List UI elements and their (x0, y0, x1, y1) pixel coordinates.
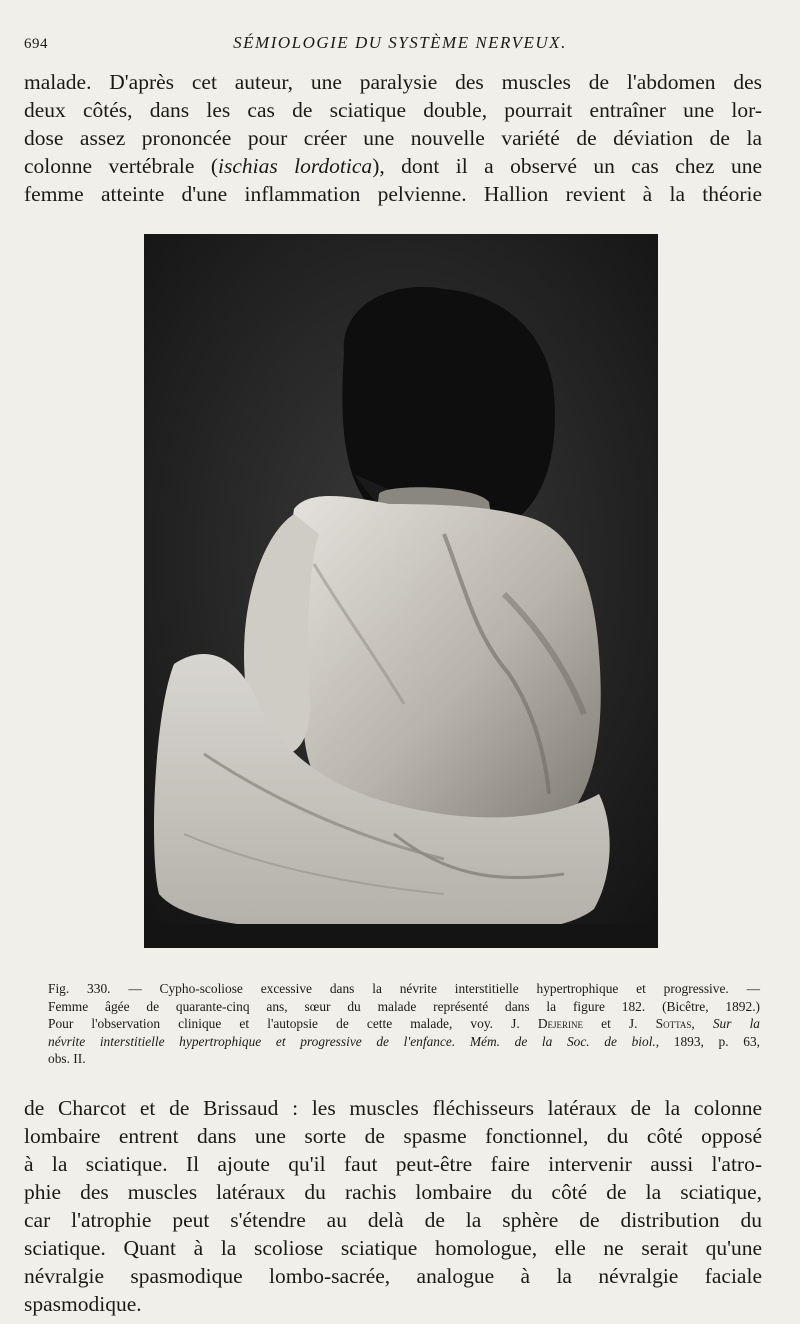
text-line: de Charcot et de Brissaud : les muscles fléchisseurs latéraux de la colonne (24, 1096, 762, 1120)
text-line: phie des muscles latéraux du rachis lombaire du côté de la sciatique, (24, 1180, 762, 1204)
text-line: à la sciatique. Il ajoute qu'il faut peut-être faire intervenir aussi l'atro- (24, 1152, 762, 1176)
caption-text: , (691, 1016, 713, 1032)
text-fragment: colonne vertébrale ( (24, 154, 218, 178)
text-line: névralgie spasmodique lombo-sacrée, analogue à la névralgie faciale (24, 1264, 762, 1288)
running-title: SÉMIOLOGIE DU SYSTÈME NERVEUX. (233, 33, 567, 52)
caption-line (48, 1015, 760, 1033)
caption-line: Femme âgée de quarante-cinq ans, sœur du malade représenté dans la figure 182. (Bicêtre, 1892.) (48, 998, 760, 1014)
author-name: Dejerine (537, 1016, 583, 1032)
figure-photograph (144, 234, 658, 948)
author-name: Sottas (655, 1016, 692, 1032)
caption-line: obs. II. (48, 1051, 86, 1067)
text-line: car l'atrophie peut s'étendre au delà de la sphère de distribution du (24, 1208, 762, 1232)
text-line: sciatique. Quant à la scoliose sciatique homologue, elle ne serait qu'une (24, 1236, 762, 1260)
text-line: spasmodique. (24, 1292, 142, 1316)
caption-line (48, 1033, 760, 1051)
reference-title: névrite interstitielle hypertrophique et progressive de l'enfance. Mém. de la Soc. de biol. (48, 1033, 656, 1049)
caption-text: , 1893, p. 63, (655, 1033, 760, 1049)
paragraph-top (24, 68, 762, 208)
caption-text: et J. (583, 1016, 656, 1032)
text-line (24, 152, 762, 180)
caption-line (48, 980, 760, 998)
paragraph-bottom (24, 1094, 762, 1318)
figure-label: Fig. 330. (48, 981, 111, 996)
caption-text: Pour l'observation clinique et l'autopsie de cette malade, voy. J. (48, 1016, 538, 1032)
text-fragment: ), dont il a observé un cas chez une (372, 154, 763, 178)
figure-caption (48, 980, 760, 1068)
page-number: 694 (24, 36, 48, 52)
text-line: dose assez prononcée pour créer une nouvelle variété de déviation de la (24, 126, 762, 150)
text-line: malade. D'après cet auteur, une paralysie des muscles de l'abdomen des (24, 70, 762, 94)
text-line: deux côtés, dans les cas de sciatique double, pourrait entraîner une lor- (24, 98, 762, 122)
reference-title: Sur la (712, 1016, 760, 1032)
text-line: lombaire entrent dans une sorte de spasme fonctionnel, du côté opposé (24, 1124, 762, 1148)
italic-term: ischias lordotica (218, 154, 373, 178)
caption-text: — Cypho-scoliose excessive dans la névrite interstitielle hypertrophique et progressive. — (110, 981, 760, 996)
photograph-woman-back (144, 234, 658, 948)
text-line: femme atteinte d'une inflammation pelvienne. Hallion revient à la théorie (24, 182, 762, 206)
